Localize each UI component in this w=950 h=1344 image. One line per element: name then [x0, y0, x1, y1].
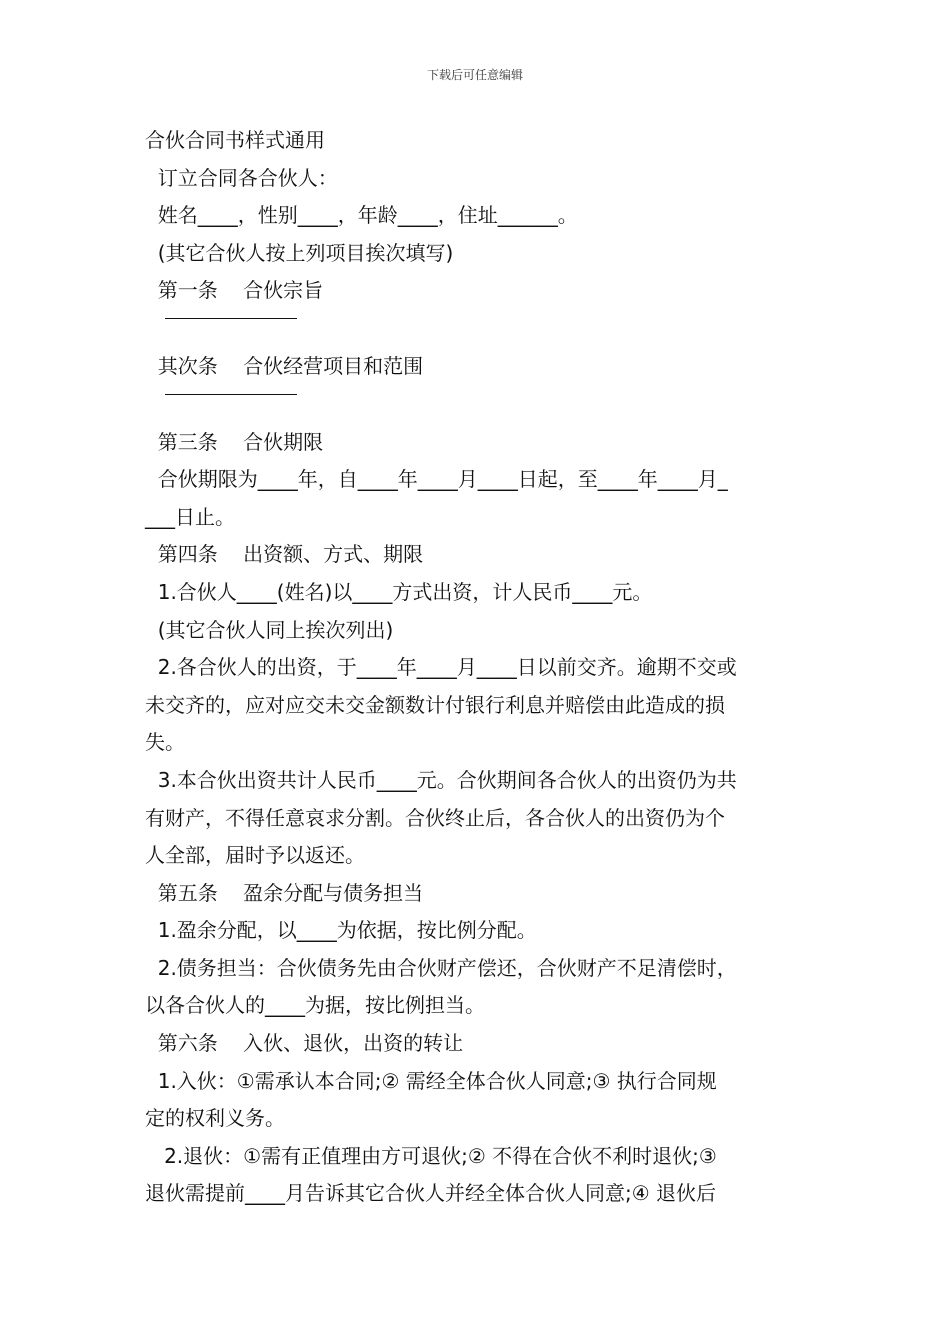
- paragraph-line: 2.各合伙人的出资，于____年____月____日以前交齐。逾期不交或: [145, 655, 737, 680]
- paragraph-line: 1.合伙人____(姓名)以____方式出资，计人民币____元。: [145, 579, 653, 604]
- page-header-note: 下载后可任意编辑: [426, 68, 523, 82]
- blank-fill-line: [165, 394, 297, 424]
- article-heading: 第四条 出资额、方式、期限: [145, 542, 424, 567]
- article-heading: 第三条 合伙期限: [145, 429, 324, 454]
- article-heading: 第一条 合伙宗旨: [145, 278, 324, 303]
- paragraph-line: 定的权利义务。: [145, 1106, 285, 1131]
- paragraph-line: 1.入伙：①需承认本合同;② 需经全体合伙人同意;③ 执行合同规: [145, 1068, 717, 1093]
- paragraph-line: (其它合伙人按上列项目挨次填写): [145, 240, 454, 265]
- paragraph-line: 有财产，不得任意哀求分割。合伙终止后，各合伙人的出资仍为个: [145, 805, 725, 830]
- paragraph-line: 未交齐的，应对应交未交金额数计付银行利息并赔偿由此造成的损: [145, 692, 725, 717]
- document-title: 合伙合同书样式通用: [145, 128, 325, 152]
- paragraph-line: 3.本合伙出资共计人民币____元。合伙期间各合伙人的出资仍为共: [145, 767, 737, 792]
- contract-document: [145, 122, 810, 1213]
- paragraph-line: 1.盈余分配，以____为依据，按比例分配。: [145, 918, 537, 943]
- paragraph-line: 失。: [145, 730, 185, 755]
- paragraph-line: 订立合同各合伙人：: [145, 165, 338, 190]
- paragraph-line: 姓名____，性别____，年龄____，住址______。: [145, 203, 578, 228]
- paragraph-line: (其它合伙人同上挨次列出): [145, 617, 394, 642]
- article-heading: 第六条 入伙、退伙，出资的转让: [145, 1031, 464, 1056]
- paragraph-line: ___日止。: [145, 504, 235, 529]
- paragraph-line: 合伙期限为____年，自____年____月____日起，至____年____月_: [145, 467, 728, 492]
- paragraph-line: 退伙需提前____月告诉其它合伙人并经全体合伙人同意;④ 退伙后: [145, 1181, 717, 1206]
- article-heading: 第五条 盈余分配与债务担当: [145, 880, 424, 905]
- paragraph-line: 以各合伙人的____为据，按比例担当。: [145, 993, 485, 1018]
- blank-fill-line: [165, 318, 297, 348]
- paragraph-line: 2.退伙：①需有正值理由方可退伙;② 不得在合伙不利时退伙;③: [145, 1143, 717, 1168]
- paragraph-line: 人全部，届时予以返还。: [145, 843, 365, 868]
- article-heading: 其次条 合伙经营项目和范围: [145, 353, 424, 378]
- paragraph-line: 2.债务担当：合伙债务先由合伙财产偿还，合伙财产不足清偿时，: [145, 955, 737, 980]
